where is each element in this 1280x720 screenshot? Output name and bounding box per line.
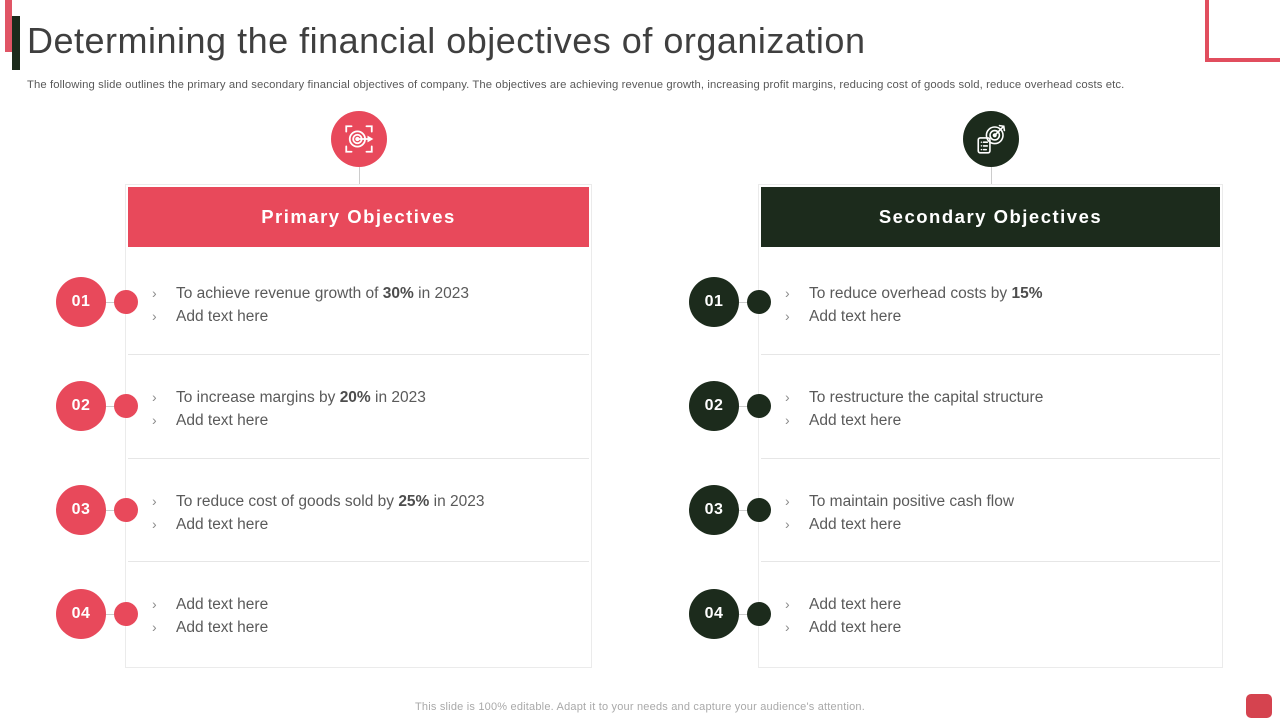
bullet-text: Add text here	[809, 515, 902, 533]
bullet-item	[152, 305, 579, 328]
connector-dot	[114, 602, 138, 626]
row-content	[761, 251, 1220, 328]
bullet-item	[785, 409, 1210, 432]
bullet-item	[785, 513, 1210, 536]
bullet-text: Add text here	[809, 619, 902, 637]
bullet-text: Add text here	[809, 308, 902, 325]
chevron-bullet-icon: ›	[785, 388, 790, 405]
title-accent-green-bar	[12, 16, 20, 70]
secondary-objectives-card	[704, 184, 1223, 668]
chevron-bullet-icon: ›	[785, 411, 790, 428]
bullet-item	[152, 513, 579, 536]
row-content	[128, 251, 589, 328]
bullet-text: To maintain positive cash flow	[809, 492, 1015, 510]
row-number-badge: 01	[689, 277, 739, 327]
objective-row	[71, 458, 589, 562]
bullet-text: Add text here	[176, 515, 269, 533]
bullet-text: To achieve revenue growth of 30% in 2023	[176, 285, 469, 302]
title-accent-red-bar	[5, 0, 12, 52]
chevron-bullet-icon: ›	[785, 515, 790, 532]
bullet-item	[785, 386, 1210, 409]
bullet-item	[785, 282, 1210, 305]
bullet-text: To increase margins by 20% in 2023	[176, 388, 426, 406]
objective-row	[704, 561, 1220, 665]
row-content	[128, 562, 589, 639]
connector-dot	[114, 498, 138, 522]
row-number-badge: 02	[689, 381, 739, 431]
page-title: Determining the financial objectives of organization	[27, 20, 866, 61]
bullet-text: Add text here	[176, 308, 269, 325]
icon-connector-line	[991, 167, 992, 184]
chevron-bullet-icon: ›	[152, 285, 157, 301]
bullet-item	[152, 282, 579, 305]
corner-accent-square	[1246, 694, 1272, 718]
chevron-bullet-icon: ›	[152, 596, 157, 613]
row-content	[761, 459, 1220, 536]
chevron-bullet-icon: ›	[785, 619, 790, 636]
bullet-text: Add text here	[809, 596, 902, 614]
bullet-item	[152, 490, 579, 513]
objective-row	[71, 561, 589, 665]
primary-objectives-card	[71, 184, 592, 668]
bullet-text: Add text here	[176, 596, 269, 614]
bullet-text: Add text here	[809, 411, 902, 429]
bullet-text: To reduce cost of goods sold by 25% in 2023	[176, 492, 485, 510]
row-content	[761, 562, 1220, 639]
objective-row	[704, 458, 1220, 562]
bullet-text: Add text here	[176, 619, 269, 637]
bullet-item	[152, 616, 579, 639]
bullet-text: To restructure the capital structure	[809, 388, 1044, 406]
target-checklist-icon	[963, 111, 1019, 167]
bullet-item	[785, 490, 1210, 513]
row-content	[128, 355, 589, 432]
column-header: Secondary Objectives	[761, 187, 1220, 247]
bullet-item	[152, 593, 579, 616]
chevron-bullet-icon: ›	[152, 619, 157, 636]
bullet-item	[785, 593, 1210, 616]
chevron-bullet-icon: ›	[785, 596, 790, 613]
bullet-item	[152, 386, 579, 409]
objective-row	[71, 354, 589, 458]
row-number-badge: 01	[56, 277, 106, 327]
footer-note: This slide is 100% editable. Adapt it to your needs and capture your audience's attention.	[415, 701, 865, 713]
chevron-bullet-icon: ›	[152, 388, 157, 405]
chevron-bullet-icon: ›	[152, 411, 157, 428]
chevron-bullet-icon: ›	[152, 515, 157, 532]
column-header: Primary Objectives	[128, 187, 589, 247]
chevron-bullet-icon: ›	[785, 492, 790, 509]
objective-row	[71, 251, 589, 354]
objective-rows	[71, 251, 589, 665]
corner-frame-vertical-bar	[1205, 0, 1209, 62]
row-content	[128, 459, 589, 536]
row-number-badge: 03	[689, 485, 739, 535]
bullet-text: Add text here	[176, 411, 269, 429]
row-number-badge: 02	[56, 381, 106, 431]
row-number-badge: 04	[689, 589, 739, 639]
bullet-text: To reduce overhead costs by 15%	[809, 285, 1043, 302]
chevron-bullet-icon: ›	[152, 492, 157, 509]
target-crosshair-icon	[331, 111, 387, 167]
bullet-item	[152, 409, 579, 432]
slide-subtitle: The following slide outlines the primary and secondary financial objectives of company. The objectives are achieving revenue growth, increasing profit margins, reducing cost of goods sold, reduce overhead costs etc.	[27, 79, 1125, 91]
chevron-bullet-icon: ›	[785, 308, 790, 324]
objective-row	[704, 354, 1220, 458]
icon-connector-line	[359, 167, 360, 184]
chevron-bullet-icon: ›	[785, 285, 790, 301]
bullet-item	[785, 616, 1210, 639]
corner-frame-horizontal-bar	[1205, 58, 1280, 62]
connector-dot	[747, 498, 771, 522]
row-number-badge: 04	[56, 589, 106, 639]
connector-dot	[114, 394, 138, 418]
row-content	[761, 355, 1220, 432]
connector-dot	[747, 602, 771, 626]
connector-dot	[747, 394, 771, 418]
objective-rows	[704, 251, 1220, 665]
objective-row	[704, 251, 1220, 354]
row-number-badge: 03	[56, 485, 106, 535]
bullet-item	[785, 305, 1210, 328]
chevron-bullet-icon: ›	[152, 308, 157, 324]
